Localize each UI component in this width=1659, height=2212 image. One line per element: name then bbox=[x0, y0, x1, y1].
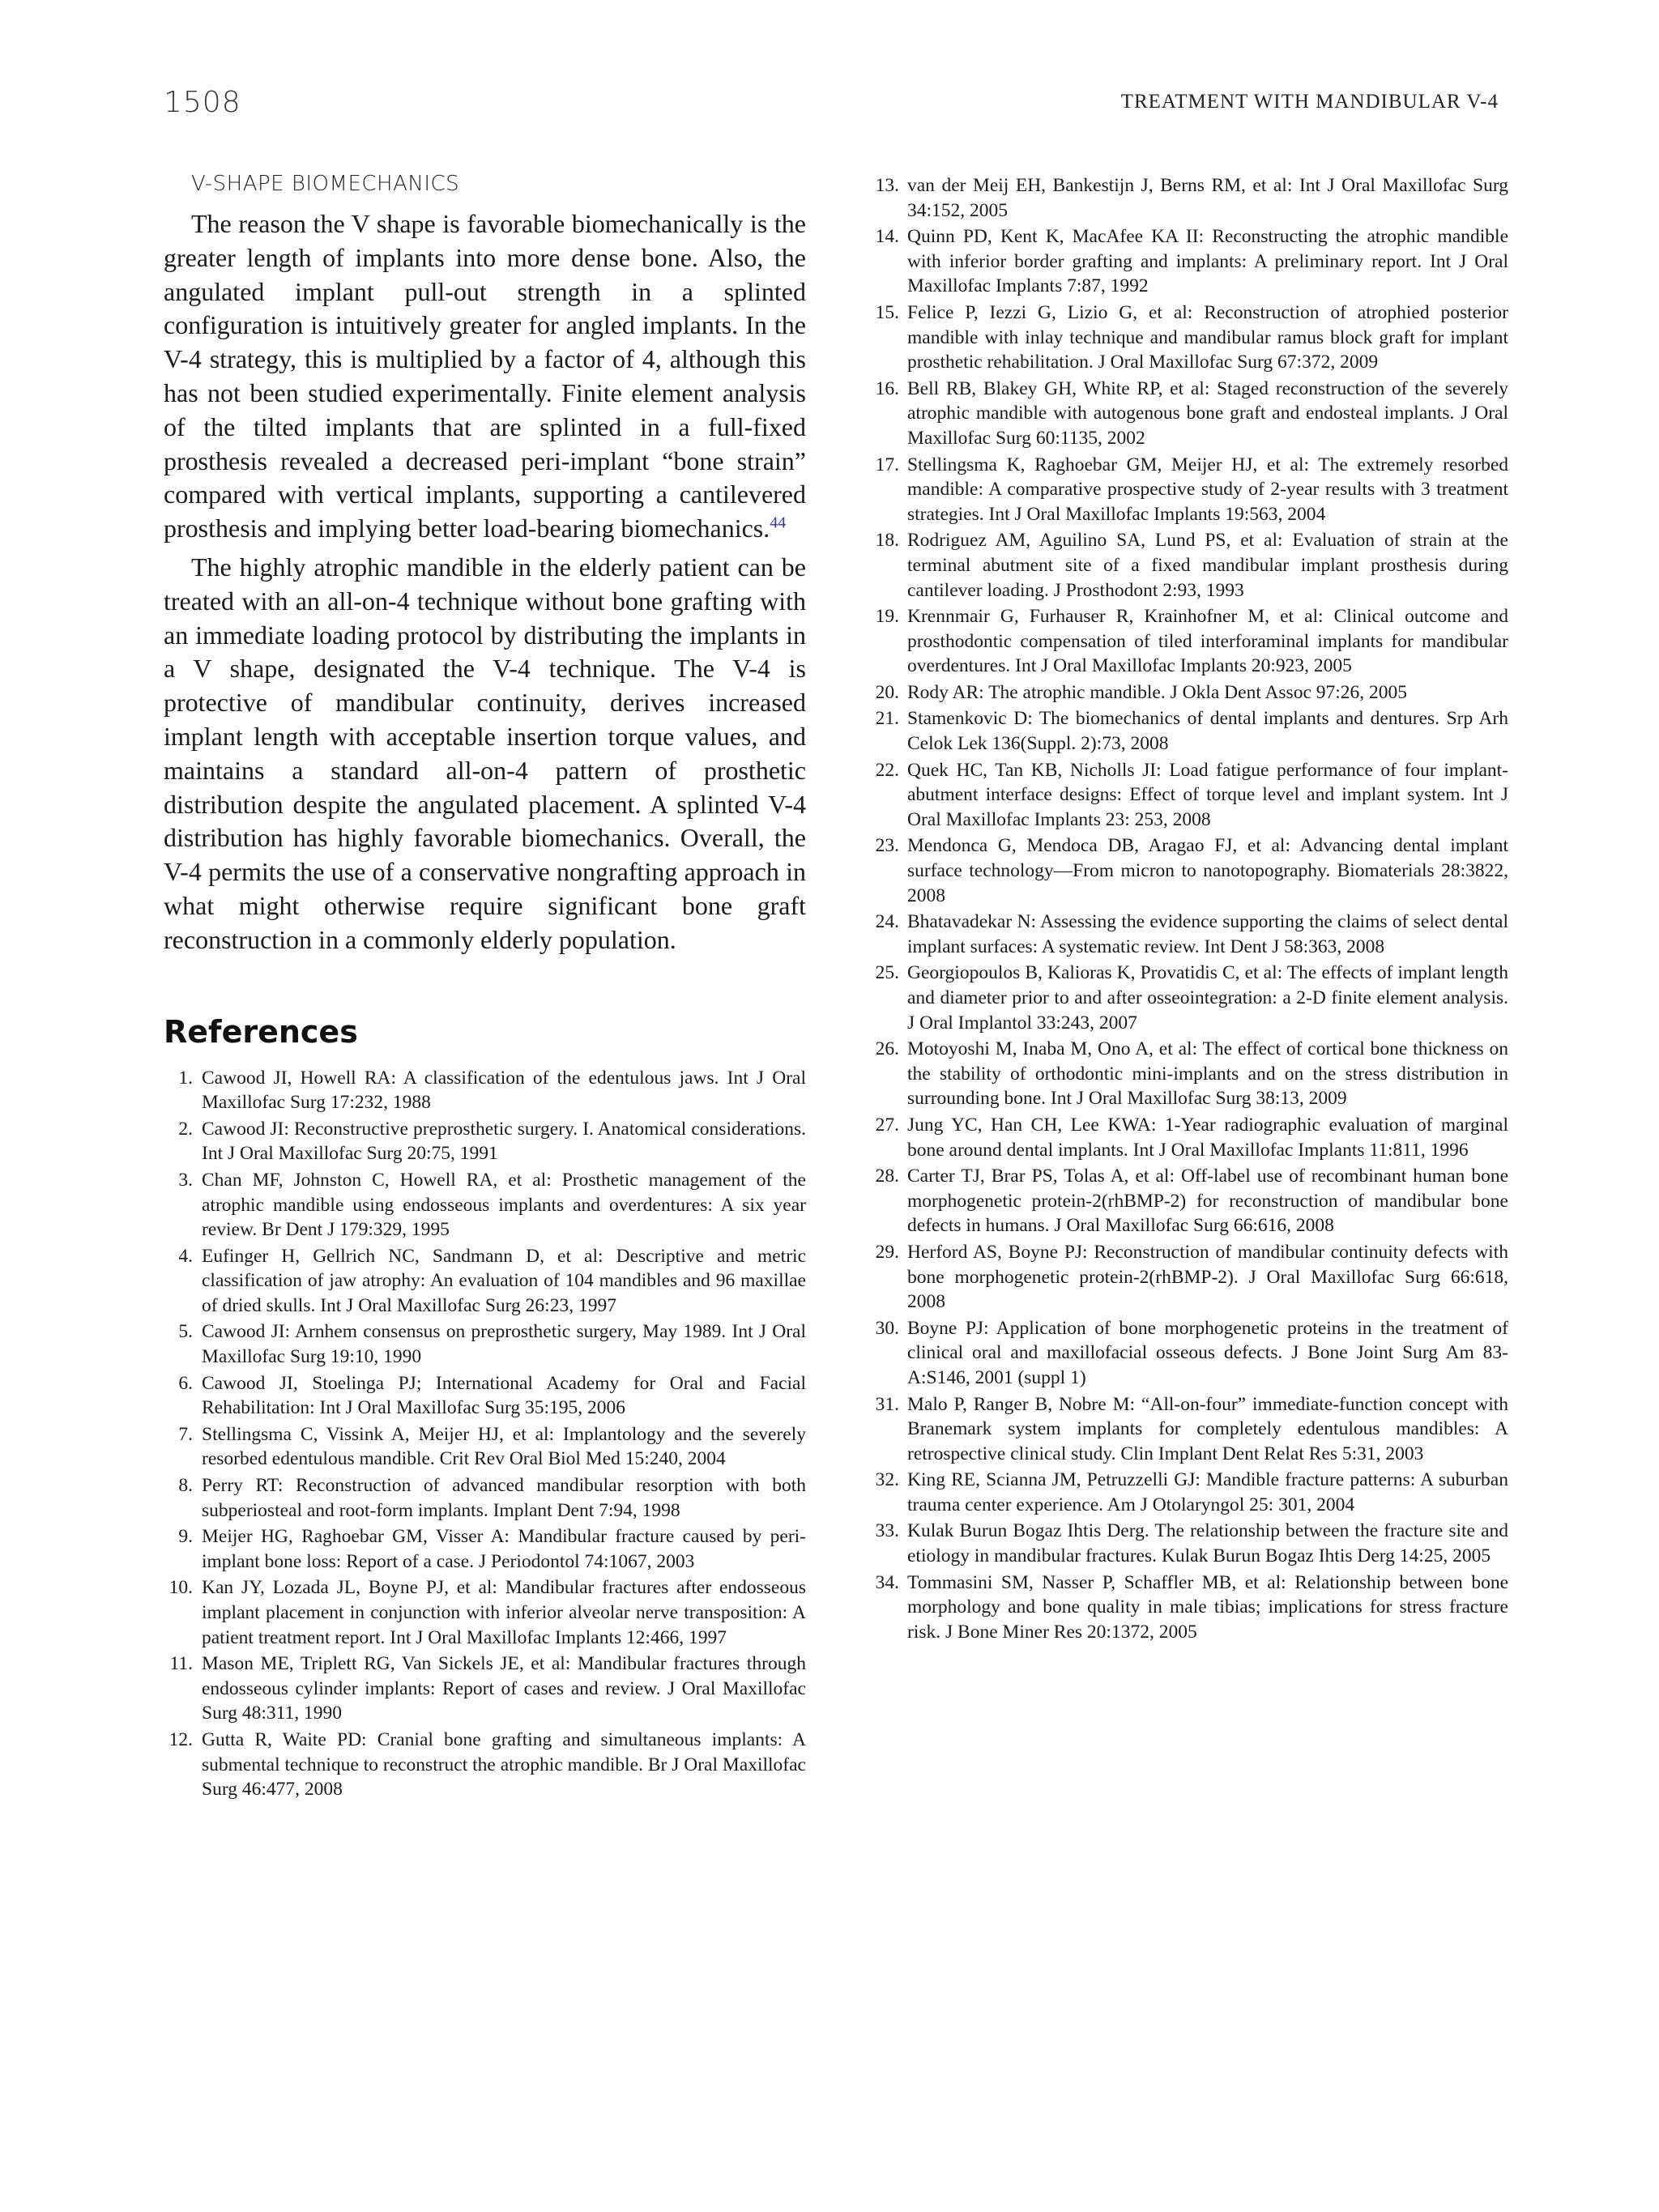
reference-number: 5. bbox=[178, 1321, 193, 1343]
reference-number: 4. bbox=[178, 1245, 193, 1267]
reference-number: 1. bbox=[178, 1067, 193, 1089]
paragraph-1-text: The reason the V shape is favorable biomechanically is the greater length of implants into more dense bone. Also, the angulated implant pull-out strength in a splinted configuration is intuitively greater for angled implants. In the V-4 strategy, this is multiplied by a factor of 4, although this has not been studied experimentally. Finite element analysis of the tilted implants that are splinted in a full-fixed prosthesis revealed a decreased peri-implant “bone strain” compared with vertical implants, supporting a cantilevered prosthesis and implying better load-bearing biomechanics. bbox=[164, 209, 806, 543]
reference-item bbox=[868, 377, 1508, 451]
reference-number: 3. bbox=[178, 1169, 193, 1191]
reference-text: Kulak Burun Bogaz Ihtis Derg. The relationship between the fracture site and etiology in mandibular fractures. Kulak Burun Bogaz Ihtis Derg 14:25, 2005 bbox=[907, 1520, 1508, 1567]
reference-number: 9. bbox=[178, 1526, 193, 1548]
reference-item bbox=[868, 910, 1508, 959]
reference-item bbox=[868, 1519, 1508, 1568]
reference-text: Rodriguez AM, Aguilino SA, Lund PS, et al: Evaluation of strain at the terminal abutment site of a fixed mandibular implant prosthesis during cantilever loading. J Prosthodont 2:93, 1993 bbox=[907, 530, 1508, 601]
reference-item bbox=[164, 1728, 806, 1802]
reference-item bbox=[164, 1473, 806, 1523]
reference-number: 2. bbox=[178, 1118, 193, 1140]
reference-text: Cawood JI: Arnhem consensus on preprosthetic surgery, May 1989. Int J Oral Maxillofac Surg 19:10, 1990 bbox=[202, 1321, 806, 1368]
reference-number: 24. bbox=[875, 911, 899, 933]
reference-text: Stamenkovic D: The biomechanics of dental implants and dentures. Srp Arh Celok Lek 136(Suppl. 2):73, 2008 bbox=[907, 708, 1508, 755]
reference-number: 28. bbox=[875, 1166, 899, 1187]
reference-text: Mason ME, Triplett RG, Van Sickels JE, et al: Mandibular fractures through endosseous cylinder implants: Report of cases and review. J Oral Maxillofac Surg 48:311, 1990 bbox=[202, 1653, 806, 1724]
references-heading: References bbox=[164, 1013, 358, 1050]
reference-text: Meijer HG, Raghoebar GM, Visser A: Mandibular fracture caused by peri-implant bone loss: Report of a case. J Periodontol 74:1067, 2003 bbox=[202, 1526, 806, 1572]
reference-number: 33. bbox=[875, 1520, 899, 1542]
reference-text: Krennmair G, Furhauser R, Krainhofner M, et al: Clinical outcome and prosthodontic compensation of tiled interforaminal implants for mandibular overdentures. Int J Oral Maxillofac Implants 20:923, 2005 bbox=[907, 606, 1508, 677]
reference-number: 23. bbox=[875, 835, 899, 857]
reference-text: Eufinger H, Gellrich NC, Sandmann D, et al: Descriptive and metric classification of jaw atrophy: An evaluation of 104 mandibles and 96 maxillae of dried skulls. Int J Oral Maxillofac Surg 26:23, 1997 bbox=[202, 1245, 806, 1316]
reference-number: 6. bbox=[178, 1372, 193, 1394]
reference-text: Kan JY, Lozada JL, Boyne PJ, et al: Mandibular fractures after endosseous implant placement in conjunction with inferior alveolar nerve transposition: A patient treatment report. Int J Oral Maxillofac Implants 12:466, 1997 bbox=[202, 1577, 806, 1648]
reference-list-right bbox=[868, 173, 1508, 1644]
reference-item bbox=[164, 1244, 806, 1319]
reference-number: 7. bbox=[178, 1423, 193, 1445]
reference-text: Mendonca G, Mendoca DB, Aragao FJ, et al: Advancing dental implant surface technology—From micron to nanotopography. Biomaterials 28:3822, 2008 bbox=[907, 835, 1508, 906]
reference-number: 19. bbox=[875, 606, 899, 628]
reference-item bbox=[868, 1316, 1508, 1391]
reference-item bbox=[868, 961, 1508, 1035]
reference-item bbox=[868, 1113, 1508, 1162]
reference-item bbox=[164, 1168, 806, 1242]
reference-text: Felice P, Iezzi G, Lizio G, et al: Reconstruction of atrophied posterior mandible with inlay technique and mandibular ramus block graft for implant prosthetic rehabilitation. J Oral Maxillofac Surg 67:372, 2009 bbox=[907, 301, 1508, 373]
reference-list-left bbox=[164, 1066, 806, 1802]
reference-number: 29. bbox=[875, 1241, 899, 1263]
reference-text: Stellingsma K, Raghoebar GM, Meijer HJ, et al: The extremely resorbed mandible: A comparative prospective study of 2-year results with 3 treatment strategies. Int J Oral Maxillofac Implants 19:563, 2004 bbox=[907, 454, 1508, 525]
reference-item bbox=[868, 1164, 1508, 1238]
reference-text: Georgiopoulos B, Kalioras K, Provatidis C, et al: The effects of implant length and diameter prior to and after osseointegration: a 2-D finite element analysis. J Oral Implantol 33:243, 2007 bbox=[907, 962, 1508, 1034]
reference-number: 20. bbox=[875, 681, 899, 703]
reference-number: 11. bbox=[169, 1653, 193, 1675]
reference-text: Stellingsma C, Vissink A, Meijer HJ, et al: Implantology and the severely resorbed edentulous mandible. Crit Rev Oral Biol Med 15:240, 2004 bbox=[202, 1423, 806, 1470]
reference-text: Rody AR: The atrophic mandible. J Okla Dent Assoc 97:26, 2005 bbox=[907, 681, 1408, 703]
reference-item bbox=[164, 1524, 806, 1574]
reference-number: 14. bbox=[875, 226, 899, 248]
reference-text: Tommasini SM, Nasser P, Schaffler MB, et al: Relationship between bone morphology and bone quality in male tibias; implications for stress fracture risk. J Bone Miner Res 20:1372, 2005 bbox=[907, 1571, 1508, 1643]
reference-number: 26. bbox=[875, 1038, 899, 1060]
reference-text: Boyne PJ: Application of bone morphogenetic proteins in the treatment of clinical oral and maxillofacial osseous defects. J Bone Joint Surg Am 83-A:S146, 2001 (suppl 1) bbox=[907, 1317, 1508, 1388]
left-column bbox=[164, 172, 806, 1804]
reference-item bbox=[164, 1066, 806, 1115]
reference-text: Motoyoshi M, Inaba M, Ono A, et al: The effect of cortical bone thickness on the stability of orthodontic mini-implants and on the stress distribution in surrounding bone. Int J Oral Maxillofac Surg 38:13, 2009 bbox=[907, 1038, 1508, 1110]
reference-item bbox=[868, 604, 1508, 679]
reference-item bbox=[868, 1468, 1508, 1517]
reference-text: Carter TJ, Brar PS, Tolas A, et al: Off-label use of recombinant human bone morphogenetic protein-2(rhBMP-2) for reconstruction of mandibular bone defects in humans. J Oral Maxillofac Surg 66:616, 2008 bbox=[907, 1166, 1508, 1237]
reference-item bbox=[868, 1571, 1508, 1645]
reference-item bbox=[868, 758, 1508, 833]
reference-item bbox=[164, 1371, 806, 1421]
paragraph-2: The highly atrophic mandible in the elderly patient can be treated with an all-on-4 technique without bone grafting with an immediate loading protocol by distributing the implants in a V shape, designated the V-4 technique. The V-4 is protective of mandibular continuity, derives increased implant length with acceptable insertion torque values, and maintains a standard all-on-4 pattern of prosthetic distribution despite the angulated placement. A splinted V-4 distribution has highly favorable biomechanics. Overall, the V-4 permits the use of a conservative nongrafting approach in what might otherwise require significant bone graft reconstruction in a commonly elderly population. bbox=[164, 552, 806, 954]
reference-text: King RE, Scianna JM, Petruzzelli GJ: Mandible fracture patterns: A suburban trauma center experience. Am J Otolaryngol 25: 301, 2004 bbox=[907, 1469, 1508, 1515]
reference-item bbox=[868, 528, 1508, 603]
reference-text: Quinn PD, Kent K, MacAfee KA II: Reconstructing the atrophic mandible with inferior border grafting and implants: A preliminary report. Int J Oral Maxillofac Implants 7:87, 1992 bbox=[907, 226, 1508, 297]
reference-item bbox=[868, 300, 1508, 375]
reference-number: 34. bbox=[875, 1571, 899, 1593]
reference-number: 12. bbox=[168, 1728, 193, 1750]
reference-number: 18. bbox=[875, 530, 899, 552]
citation-link[interactable]: 44 bbox=[770, 514, 787, 532]
running-head: TREATMENT WITH MANDIBULAR V-4 bbox=[1120, 91, 1499, 113]
reference-item bbox=[868, 706, 1508, 756]
reference-item bbox=[868, 1240, 1508, 1315]
reference-text: Cawood JI, Howell RA: A classification of the edentulous jaws. Int J Oral Maxillofac Surg 17:232, 1988 bbox=[202, 1067, 806, 1114]
reference-item bbox=[868, 224, 1508, 299]
reference-item bbox=[868, 173, 1508, 223]
reference-item bbox=[868, 833, 1508, 908]
reference-number: 31. bbox=[875, 1393, 899, 1415]
reference-text: Chan MF, Johnston C, Howell RA, et al: Prosthetic management of the atrophic mandible using endosseous implants and overdentures: A six year review. Br Dent J 179:329, 1995 bbox=[202, 1169, 806, 1241]
reference-number: 27. bbox=[875, 1114, 899, 1136]
reference-item bbox=[868, 1392, 1508, 1467]
reference-text: Gutta R, Waite PD: Cranial bone grafting and simultaneous implants: A submental technique to reconstruct the atrophic mandible. Br J Oral Maxillofac Surg 46:477, 2008 bbox=[202, 1728, 806, 1801]
reference-text: van der Meij EH, Bankestijn J, Berns RM, et al: Int J Oral Maxillofac Surg 34:152, 2005 bbox=[907, 175, 1508, 221]
reference-item bbox=[868, 1037, 1508, 1111]
reference-number: 15. bbox=[875, 301, 899, 323]
reference-item bbox=[868, 453, 1508, 527]
body-text bbox=[164, 207, 806, 957]
section-heading: V-SHAPE BIOMECHANICS bbox=[191, 172, 460, 196]
reference-text: Bhatavadekar N: Assessing the evidence supporting the claims of select dental implant surfaces: A systematic review. Int Dent J 58:363, 2008 bbox=[907, 911, 1508, 957]
reference-text: Cawood JI, Stoelinga PJ; International Academy for Oral and Facial Rehabilitation: Int J Oral Maxillofac Surg 35:195, 2006 bbox=[202, 1372, 806, 1419]
reference-number: 32. bbox=[875, 1469, 899, 1491]
reference-text: Herford AS, Boyne PJ: Reconstruction of mandibular continuity defects with bone morphogenetic protein-2(rhBMP-2). J Oral Maxillofac Surg 66:618, 2008 bbox=[907, 1241, 1508, 1313]
reference-text: Jung YC, Han CH, Lee KWA: 1-Year radiographic evaluation of marginal bone around dental implants. Int J Oral Maxillofac Implants 11:811, 1996 bbox=[907, 1114, 1508, 1161]
page-number: 1508 bbox=[164, 86, 241, 119]
right-column bbox=[868, 173, 1508, 1646]
reference-number: 22. bbox=[875, 759, 899, 781]
reference-number: 30. bbox=[875, 1317, 899, 1339]
reference-item bbox=[868, 680, 1508, 705]
reference-number: 17. bbox=[875, 454, 899, 475]
reference-item bbox=[164, 1319, 806, 1369]
reference-text: Perry RT: Reconstruction of advanced mandibular resorption with both subperiosteal and root-form implants. Implant Dent 7:94, 1998 bbox=[202, 1475, 806, 1521]
reference-number: 8. bbox=[178, 1475, 193, 1497]
reference-number: 16. bbox=[875, 377, 899, 399]
reference-number: 25. bbox=[875, 962, 899, 984]
reference-item bbox=[164, 1575, 806, 1650]
reference-number: 21. bbox=[875, 708, 899, 730]
reference-text: Cawood JI: Reconstructive preprosthetic surgery. I. Anatomical considerations. Int J Oral Maxillofac Surg 20:75, 1991 bbox=[202, 1118, 806, 1165]
paragraph-1 bbox=[164, 207, 806, 546]
reference-item bbox=[164, 1422, 806, 1472]
reference-item bbox=[164, 1652, 806, 1726]
reference-text: Quek HC, Tan KB, Nicholls JI: Load fatigue performance of four implant-abutment interface designs: Effect of torque level and implant system. Int J Oral Maxillofac Implants 23: 253, 2008 bbox=[907, 759, 1508, 830]
reference-number: 13. bbox=[875, 175, 899, 196]
reference-text: Bell RB, Blakey GH, White RP, et al: Staged reconstruction of the severely atrophic mandible with autogenous bone graft and endosteal implants. J Oral Maxillofac Surg 60:1135, 2002 bbox=[907, 377, 1508, 449]
reference-item bbox=[164, 1117, 806, 1166]
reference-text: Malo P, Ranger B, Nobre M: “All-on-four” immediate-function concept with Branemark system implants for completely edentulous mandibles: A retrospective clinical study. Clin Implant Dent Relat Res 5:31, 2003 bbox=[907, 1393, 1508, 1464]
reference-number: 10. bbox=[168, 1577, 193, 1599]
